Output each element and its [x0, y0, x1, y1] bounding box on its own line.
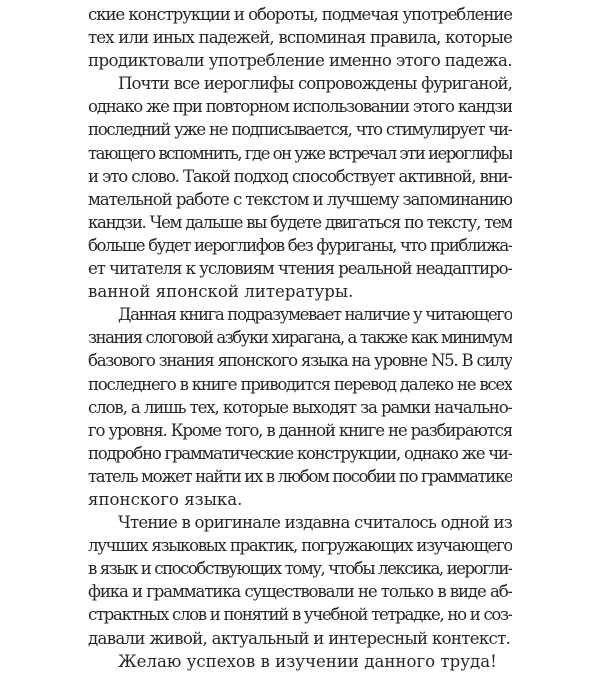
text-line: мательной работе с текстом и лучшему запоминанию — [88, 189, 512, 209]
text-line: знания слоговой азбуки хирагана, а также как минимум — [88, 328, 512, 348]
paragraph-5 — [88, 650, 512, 673]
text-line: слов, а лишь тех, которые выходят за рамки начально- — [88, 397, 512, 417]
text-line: Почти все иероглифы сопровождены фуриганой, — [118, 74, 512, 94]
text-line: в язык и способствующих тому, чтобы лексика, иерогли- — [88, 559, 512, 579]
text-line: тающего вспомнить, где он уже встречал эти иероглифы — [88, 143, 512, 163]
text-line: однако же при повторном использовании этого кандзи — [88, 97, 512, 117]
text-line: ванной японской литературы. — [88, 282, 354, 302]
text-line: кандзи. Чем дальше вы будете двигаться по тексту, тем — [88, 212, 512, 232]
paragraph-1 — [88, 3, 512, 72]
text-line: лучших языковых практик, погружающих изучающего — [88, 536, 512, 556]
text-line: фика и грамматика существовали не только в виде аб- — [88, 582, 512, 602]
text-line: татель может найти их в любом пособии по грамматике — [88, 466, 512, 486]
text-line: последнего в книге приводится перевод далеко не всех — [88, 374, 512, 394]
text-line: японского языка. — [88, 489, 243, 509]
text-line: больше будет иероглифов без фуриганы, что приближа- — [88, 235, 512, 255]
text-line: базового знания японского языка на уровне N5. В силу — [88, 351, 512, 371]
paragraph-2 — [88, 72, 512, 303]
text-line: Чтение в оригинале издавна считалось одной из — [118, 513, 512, 533]
paragraph-3 — [88, 303, 512, 511]
text-line: последний уже не подписывается, что стимулирует чи- — [88, 120, 512, 140]
paragraph-4 — [88, 511, 512, 650]
text-line: давали живой, актуальный и интересный контекст. — [88, 628, 511, 648]
text-line: тех или иных падежей, вспоминая правила, которые — [88, 28, 512, 48]
text-line: и это слово. Такой подход способствует активной, вни- — [88, 166, 512, 186]
text-line: ет читателя к условиям чтения реальной неадаптиро- — [88, 259, 512, 279]
text-line: продиктовали употребление именно этого падежа. — [88, 51, 512, 71]
page-text — [88, 3, 512, 673]
text-line: ские конструкции и обороты, подмечая употребление — [88, 5, 512, 24]
text-line: го уровня. Кроме того, в данной книге не разбираются — [88, 420, 512, 440]
text-line: Желаю успехов в изучении данного труда! — [118, 651, 497, 671]
text-line: подробно грамматические конструкции, однако же чи- — [88, 443, 512, 463]
text-line: страктных слов и понятий в учебной тетрадке, но и соз- — [88, 605, 512, 625]
text-line: Данная книга подразумевает наличие у читающего — [118, 305, 512, 325]
